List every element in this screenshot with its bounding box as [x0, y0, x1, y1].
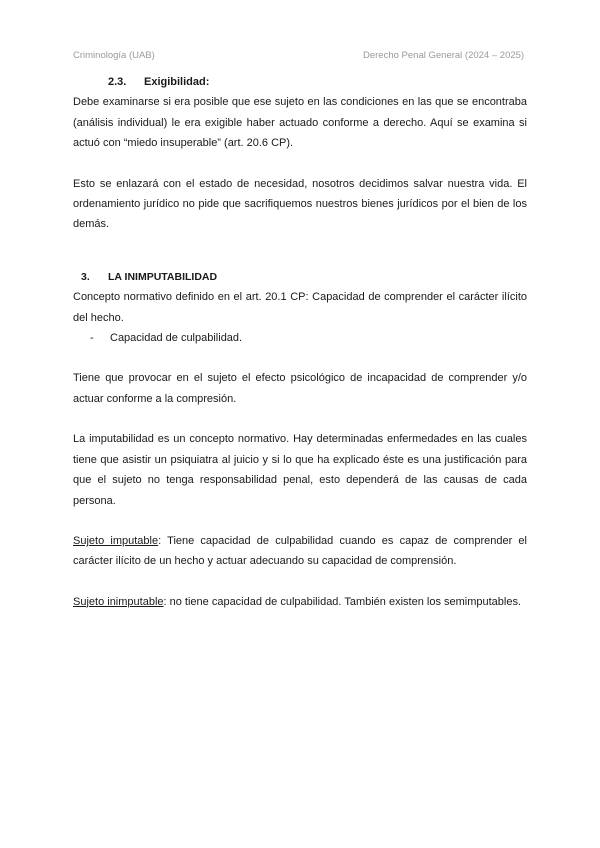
list-item — [73, 328, 527, 348]
header-course: Criminología (UAB) — [73, 50, 155, 61]
inimputabilidad-definition: Concepto normativo definido en el art. 20.1 CP: Capacidad de comprender el carácter ilícito del hecho. — [73, 291, 527, 324]
inimputabilidad-paragraph-2: Tiene que provocar en el sujeto el efecto psicológico de incapacidad de comprender y/o actuar conforme a la compresión. — [73, 372, 527, 405]
section-2-3-title: Exigibilidad: — [144, 76, 210, 88]
exigibilidad-paragraph-1: Debe examinarse si era posible que ese sujeto en las condiciones en las que se encontraba (análisis individual) le era exigible haber actuado conforme a derecho. Aquí se examina si actuó con “miedo insuperable” (art. 20.6 CP). — [73, 96, 527, 150]
list-item-text: Capacidad de culpabilidad. — [110, 332, 243, 345]
section-2-3-heading — [73, 72, 527, 92]
section-2-3-number: 2.3. — [108, 76, 127, 88]
sujeto-inimputable-term: Sujeto inimputable — [73, 595, 164, 608]
bullet-dash: - — [90, 332, 94, 345]
header-subject: Derecho Penal General (2024 – 2025) — [363, 50, 525, 61]
sujeto-inimputable-text: : no tiene capacidad de culpabilidad. También existen los semimputables. — [163, 595, 522, 608]
sujeto-imputable-paragraph — [73, 531, 527, 572]
exigibilidad-paragraph-2: Esto se enlazará con el estado de necesidad, nosotros decidimos salvar nuestra vida. El ordenamiento jurídico no pide que sacrifiquemos nuestros bienes jurídicos por el bien de los demás. — [73, 177, 527, 231]
document-body — [73, 72, 527, 612]
sujeto-imputable-term: Sujeto imputable — [73, 534, 159, 547]
inimputabilidad-paragraph-3: La imputabilidad es un concepto normativo. Hay determinadas enfermedades en las cuales tiene que asistir un psiquiatra al juicio y si lo que ha explicado éste es una justificación para que el sujeto no tenga responsabilidad penal, esto dependerá de las causas de cada persona. — [73, 433, 527, 507]
section-3-heading — [73, 267, 527, 287]
section-3-title: LA INIMPUTABILIDAD — [108, 270, 218, 283]
sujeto-inimputable-paragraph — [73, 592, 527, 612]
section-3-number: 3. — [81, 270, 90, 283]
sujeto-imputable-text: : Tiene capacidad de culpabilidad cuando es capaz de comprender el carácter ilícito de un hecho y actuar adecuando su capacidad de comprensión. — [73, 534, 527, 568]
